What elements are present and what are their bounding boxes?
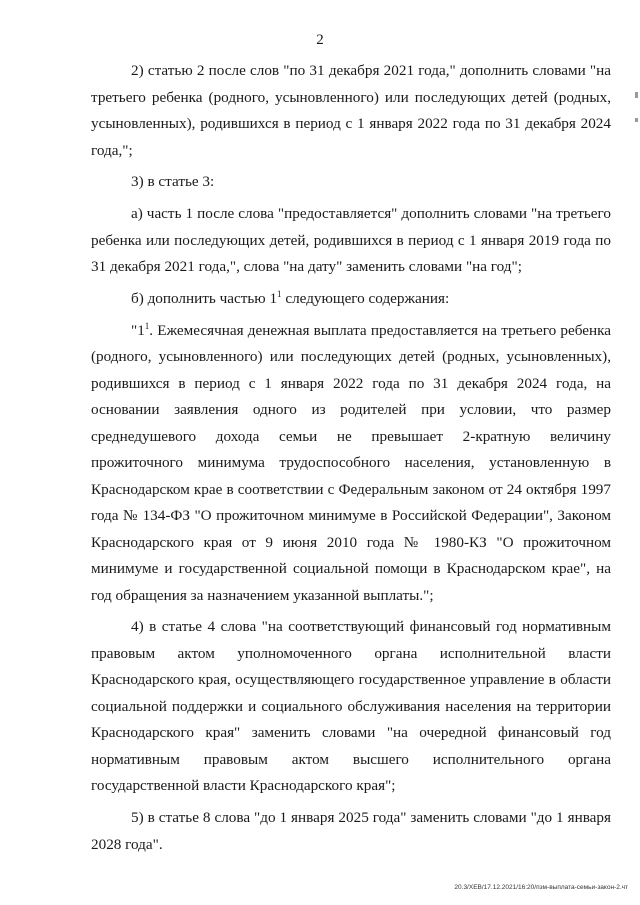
paragraph-add-part-text-end: следующего содержания:	[281, 289, 450, 307]
superscript: 1	[277, 288, 282, 299]
scan-edge-mark	[635, 92, 638, 98]
paragraph-article-8-amend: 5) в статье 8 слова "до 1 января 2025 года" заменить словами "до 1 января 2028 года".	[91, 809, 611, 853]
part-1-1-body: . Ежемесячная денежная выплата предоставляется на третьего ребенка (родного, усыновленного) или последующих детей (родных, усыновленных), родившихся в период с 1 января 2022 года по 31 декабря 2024 года, на основании заявления одного из родителей при условии, что размер среднедушевого дохода семьи не превышает 2-кратную величину прожиточного минимума трудоспособного населения, установленную в Краснодарском крае в соответствии с Федеральным законом от 24 октября 1997 года № 134-ФЗ "О прожиточном минимуме в Российской Федерации", Законом Краснодарского края от 9 июня 2010 года № 1980-КЗ "О прожиточном минимуме и государственной социальной помощи в Краснодарском крае", на год обращения за назначением указанной выплаты.";	[91, 321, 611, 604]
page-number: 2	[316, 32, 324, 48]
superscript: 1	[144, 320, 150, 331]
scan-edge-mark	[635, 118, 638, 122]
document-body	[91, 58, 611, 858]
paragraph-amend-article-2: 2) статью 2 после слов "по 31 декабря 2021 года," дополнить словами "на третьего ребенка (родного, усыновленного) или последующих детей (родных, усыновленных), родившихся в период с 1 января 2022 года по 31 декабря 2024 года,";	[91, 62, 611, 159]
paragraph-add-part-text: б) дополнить частью 1	[131, 289, 278, 307]
paragraph-add-part-1-1	[91, 286, 611, 313]
paragraph-article-4-amend: 4) в статье 4 слова "на соответствующий финансовый год нормативным правовым актом уполномоченного органа исполнительной власти Краснодарского края, осуществляющего государственное управление в области социальной поддержки и социального обслуживания населения на территории Краснодарского края" заменить словами "на очередной финансовый год нормативным правовым актом высшего исполнительного органа государственной власти Краснодарского края";	[91, 618, 611, 795]
paragraph-part-1-amend: а) часть 1 после слова "предоставляется" дополнить словами "на третьего ребенка или последующих детей, родившихся в период с 1 января 2019 года по 31 декабря 2021 года,", слова "на дату" заменить словами "на год";	[91, 205, 611, 276]
paragraph-article-3-heading: 3) в статье 3:	[131, 173, 215, 191]
quote-open: "1	[131, 321, 145, 339]
footer-document-code: 20.3/ХЕВ/17.12.2021/16:20/пзм-выплата-семьи-закон-2.чт	[454, 884, 628, 891]
paragraph-part-1-1-text	[91, 318, 611, 610]
